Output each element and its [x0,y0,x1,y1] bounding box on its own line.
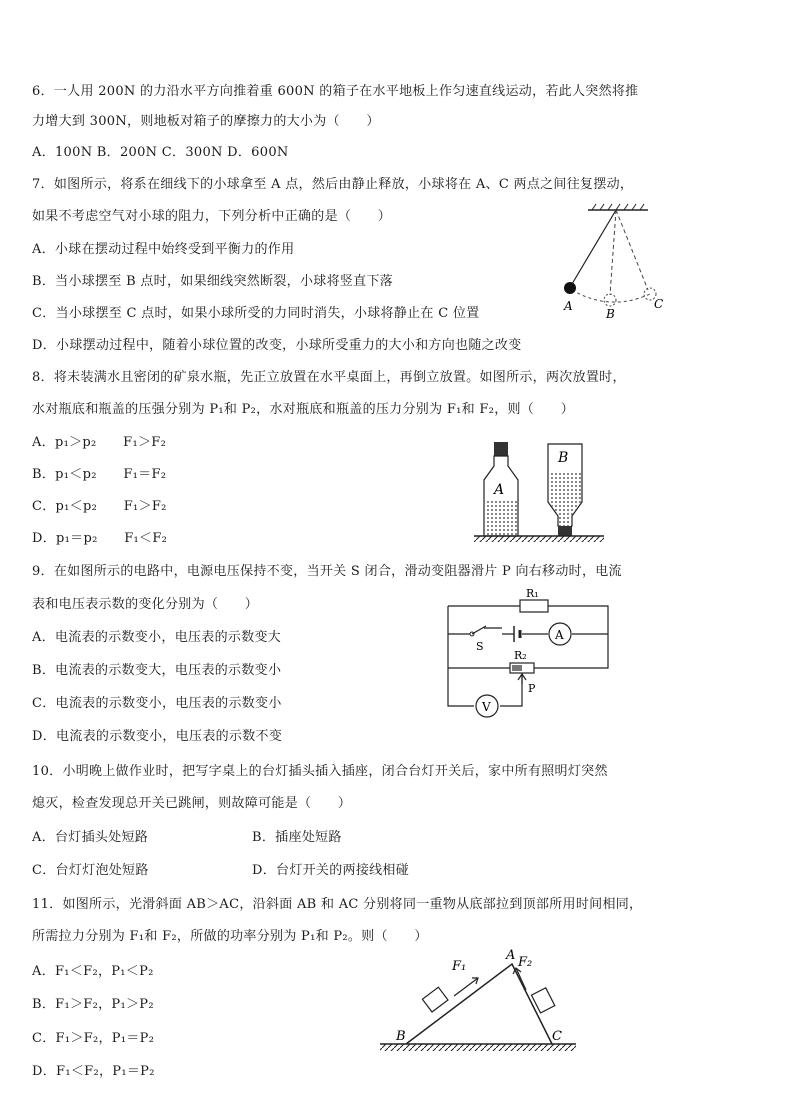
bottle-figure [470,432,610,548]
q9-option-b: B．电流表的示数变大，电压表的示数变小 [32,663,282,678]
q9-option-a: A．电流表的示数变小，电压表的示数变大 [32,630,282,645]
incline-figure [376,946,582,1056]
q8-option-d: D．p₁＝p₂ F₁＜F₂ [32,531,168,546]
q7-stem-line2: 如果不考虑空气对小球的阻力，下列分析中正确的是（ ） [32,209,392,224]
q6-stem-line2: 力增大到 300N，则地板对箱子的摩擦力的大小为（ ） [32,114,380,129]
q9-stem-line2: 表和电压表示数的变化分别为（ ） [32,597,259,612]
label-a: A [564,299,573,313]
f2-label: F₂ [518,955,533,970]
label-b: B [606,307,615,321]
q10-option-c: C．台灯灯泡处短路 [32,863,149,878]
bottle-a-label: A [494,482,505,498]
ammeter-label: A [555,628,564,642]
q11-option-d: D．F₁＜F₂，P₁＝P₂ [32,1064,155,1079]
q6-stem-line1: 6．一人用 200N 的力沿水平方向推着重 600N 的箱子在水平地板上作匀速直线运动，若此人突然将推 [32,84,639,99]
voltmeter-label: V [482,700,491,714]
q8-option-b: B．p₁＜p₂ F₁＝F₂ [32,467,167,482]
q7-option-d: D．小球摆动过程中，随着小球位置的改变，小球所受重力的大小和方向也随之改变 [32,338,522,353]
q11-option-b: B．F₁＞F₂，P₁＞P₂ [32,997,154,1012]
q10-stem-line1: 10．小明晚上做作业时，把写字桌上的台灯插头插入插座，闭合台灯开关后，家中所有照明灯突然 [32,764,608,779]
q11-stem-line2: 所需拉力分别为 F₁和 F₂，所做的功率分别为 P₁和 P₂。则（ ） [32,929,428,944]
q10-stem-line2: 熄灭，检查发现总开关已跳闸，则故障可能是（ ） [32,796,352,811]
switch-label: S [476,640,484,653]
q7-option-a: A．小球在摆动过程中始终受到平衡力的作用 [32,242,295,257]
q8-stem-line2: 水对瓶底和瓶盖的压强分别为 P₁和 P₂，水对瓶底和瓶盖的压力分别为 F₁和 F₂，则（ ） [32,402,575,417]
q10-option-a: A．台灯插头处短路 [32,830,149,845]
pendulum-figure [548,200,678,322]
circuit-figure [430,588,616,724]
q9-stem-line1: 9．在如图所示的电路中，电源电压保持不变，当开关 S 闭合，滑动变阻器滑片 P 向右移动时，电流 [32,564,622,579]
slider-label: P [528,682,536,695]
f1-label: F₁ [452,959,467,974]
vertex-a-label: A [506,948,516,963]
q8-option-a: A．p₁＞p₂ F₁＞F₂ [32,435,167,450]
q6-options: A．100N B．200N C．300N D．600N [32,145,289,160]
q10-option-b: B．插座处短路 [252,830,342,845]
q9-option-c: C．电流表的示数变小，电压表的示数变小 [32,696,282,711]
q11-stem-line1: 11．如图所示，光滑斜面 AB＞AC，沿斜面 AB 和 AC 分别将同一重物从底部拉到顶部所用时间相同， [32,897,643,912]
q7-option-b: B．当小球摆至 B 点时，如果细线突然断裂，小球将竖直下落 [32,274,394,289]
vertex-c-label: C [552,1029,562,1044]
q9-option-d: D．电流表的示数变小，电压表的示数不变 [32,729,283,744]
q7-option-c: C．当小球摆至 C 点时，如果小球所受的力同时消失，小球将静止在 C 位置 [32,306,480,321]
r1-label: R₁ [526,588,539,600]
q7-stem-line1: 7．如图所示，将系在细线下的小球拿至 A 点，然后由静止释放，小球将在 A、C 两点之间往复摆动， [32,177,634,192]
r2-label: R₂ [514,649,527,662]
label-c: C [654,297,664,311]
q11-option-a: A．F₁＜F₂，P₁＜P₂ [32,964,154,979]
q8-option-c: C．p₁＜p₂ F₁＞F₂ [32,499,167,514]
q11-option-c: C．F₁＞F₂，P₁＝P₂ [32,1031,155,1046]
vertex-b-label: B [396,1029,406,1044]
ball-a [564,282,576,294]
bottle-b-label: B [558,450,569,466]
q8-stem-line1: 8．将未装满水且密闭的矿泉水瓶，先正立放置在水平桌面上，再倒立放置。如图所示，两次放置时， [32,370,626,385]
q10-option-d: D．台灯开关的两接线相碰 [252,863,410,878]
